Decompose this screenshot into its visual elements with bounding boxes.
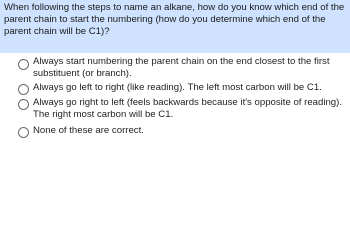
radio-button-icon[interactable] bbox=[18, 127, 29, 138]
answer-option-label[interactable]: Always start numbering the parent chain on the end closest to the first substituent (or branch). bbox=[33, 56, 330, 80]
answer-option-label[interactable]: None of these are correct. bbox=[33, 125, 144, 136]
question-highlight bbox=[0, 0, 350, 53]
radio-button-icon[interactable] bbox=[18, 99, 29, 110]
question-text: When following the steps to name an alkane, how do you know which end of the parent chain to start the numbering (how do you determine which end of the parent chain will be C1)? bbox=[4, 2, 345, 38]
answer-option-label[interactable]: Always go left to right (like reading). The left most carbon will be C1. bbox=[33, 82, 322, 93]
answer-option-label[interactable]: Always go right to left (feels backwards because it's opposite of reading). The right most carbon will be C1. bbox=[33, 97, 342, 121]
radio-button-icon[interactable] bbox=[18, 59, 29, 70]
radio-button-icon[interactable] bbox=[18, 84, 29, 95]
